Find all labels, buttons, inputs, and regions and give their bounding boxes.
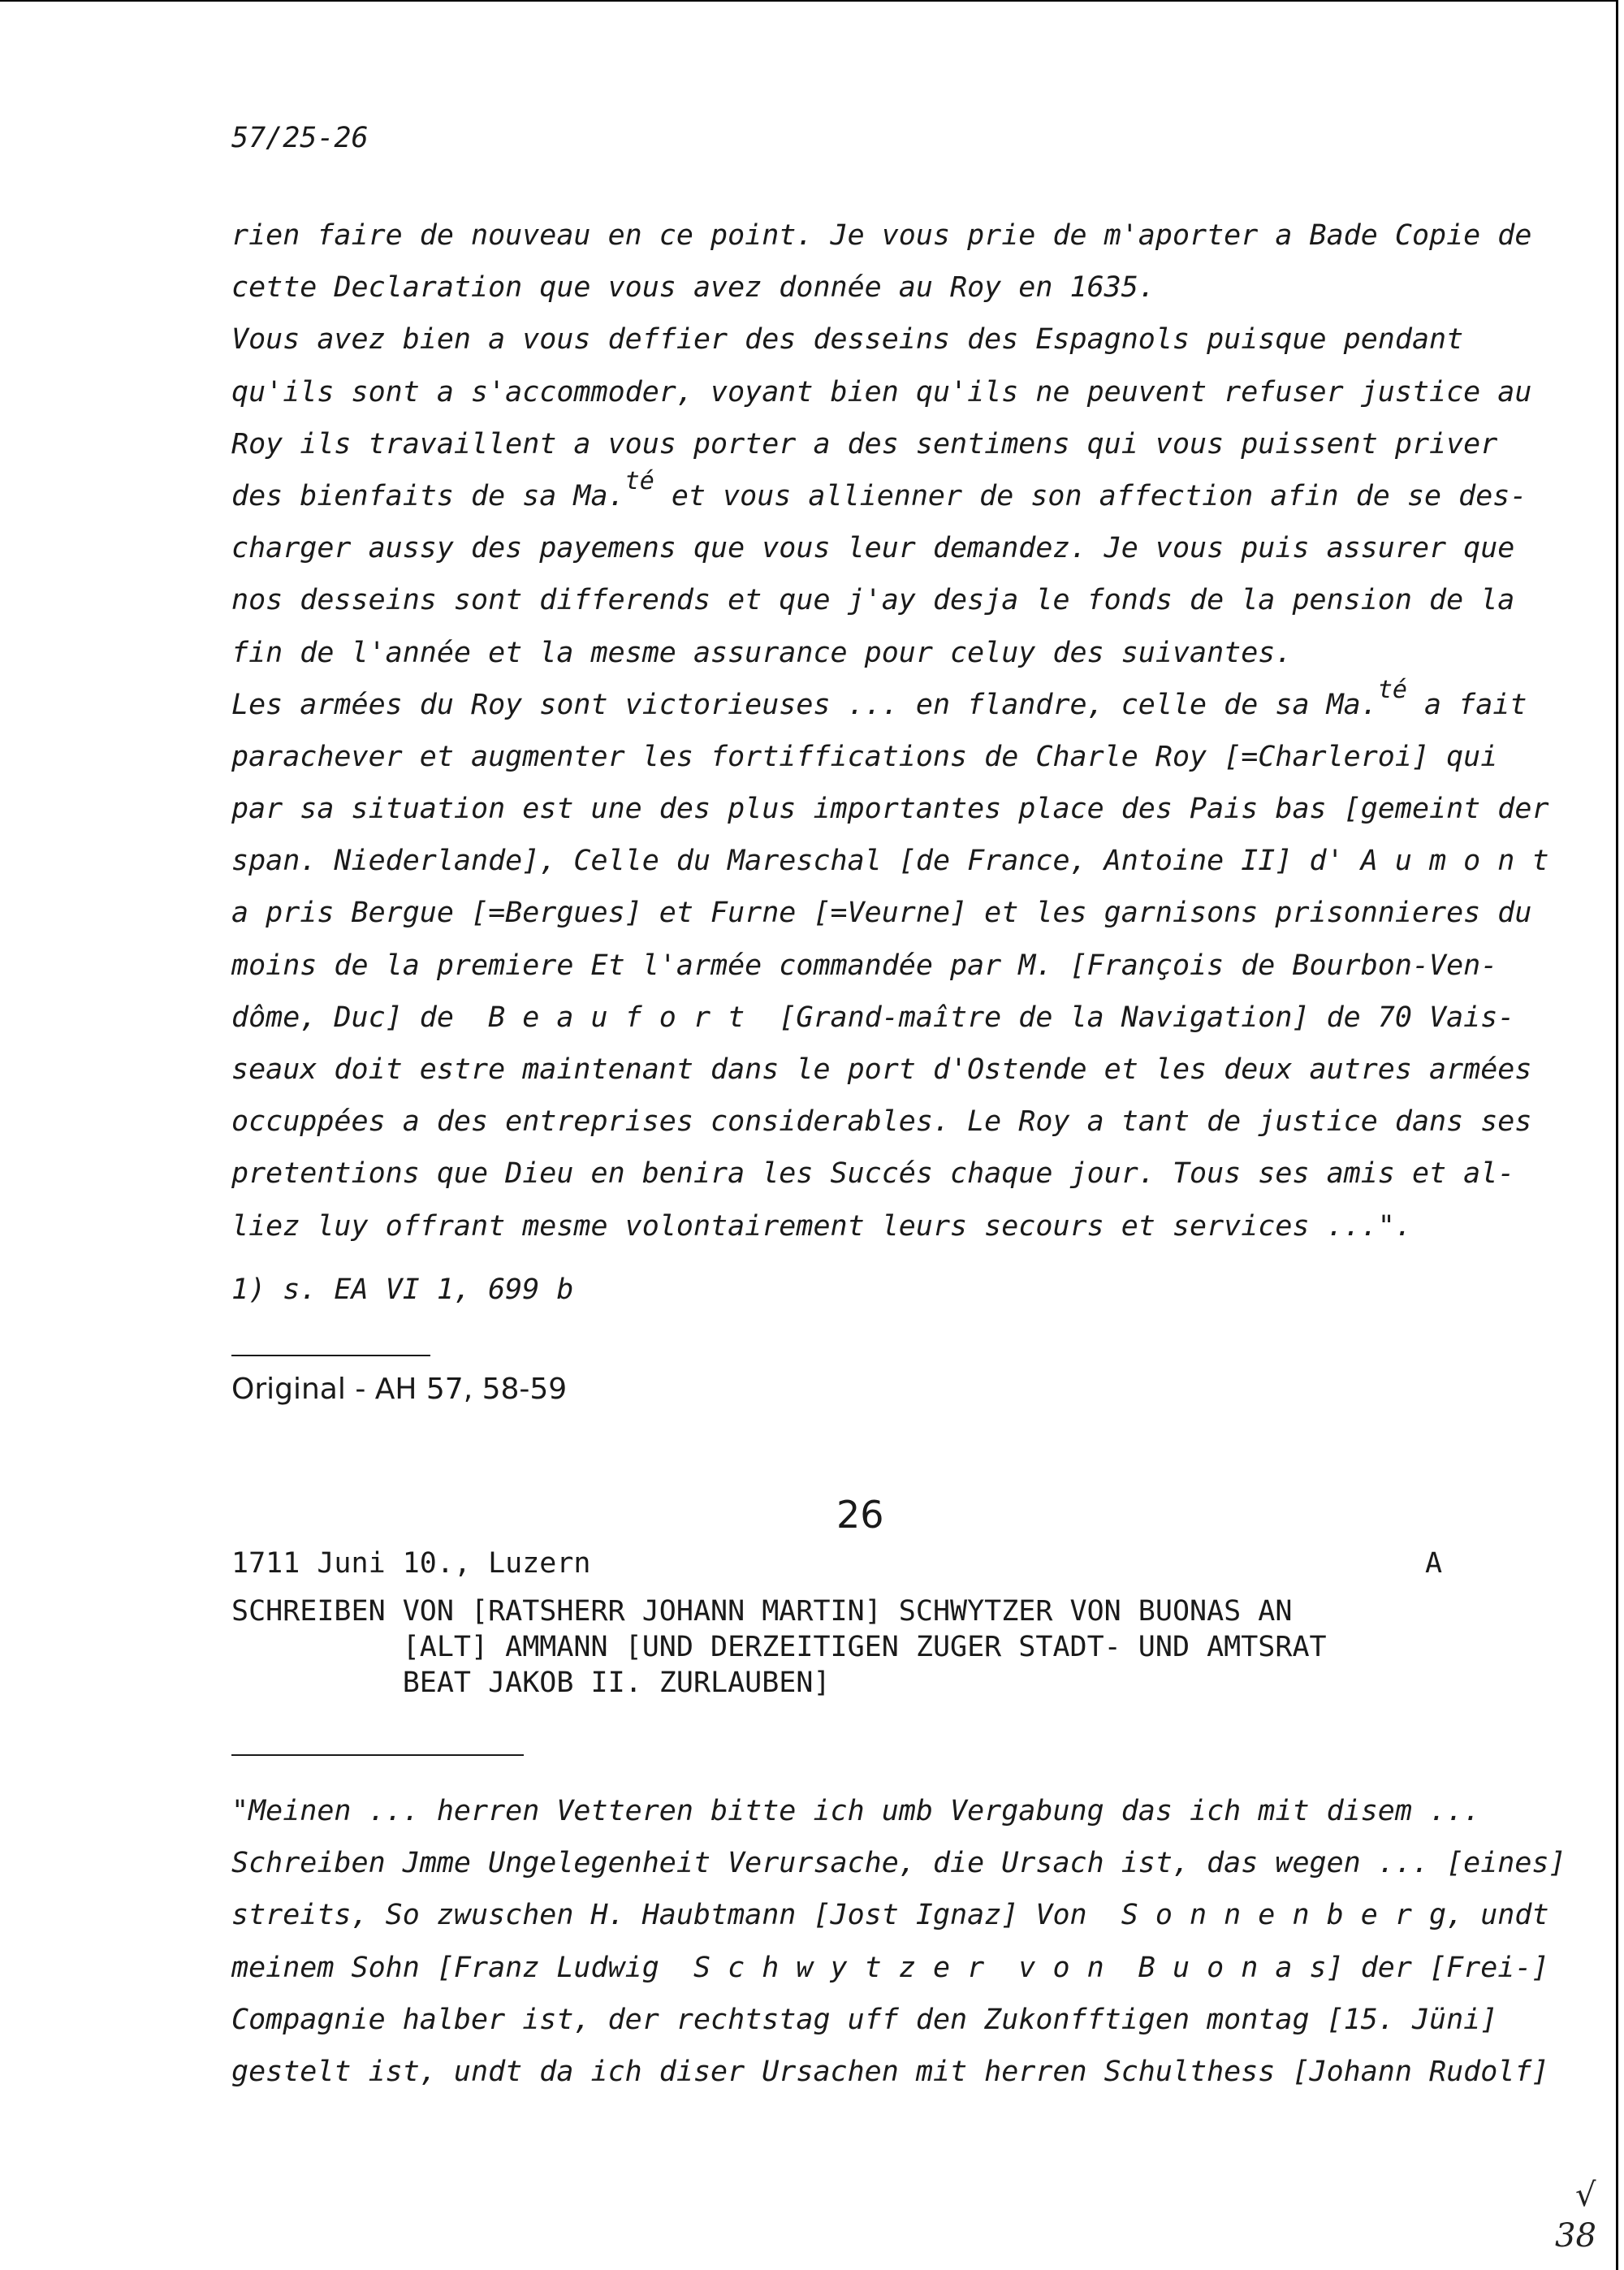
section-divider: [231, 1355, 430, 1356]
document-date-place: 1711 Juni 10., Luzern: [231, 1547, 591, 1580]
letter-start: [231, 1785, 1566, 2098]
footnote: 1) s. EA VI 1, 699 b: [231, 1273, 574, 1306]
text-line: Roy ils travaillent a vous porter a des sentimens qui vous puissent priver: [231, 427, 1498, 460]
text-segment: et vous allienner de son affection afin de se des-: [654, 479, 1527, 512]
text-segment: des bienfaits de sa Ma.: [231, 479, 625, 512]
text-line: gestelt ist, undt da ich diser Ursachen mit herren Schulthess [Johann Rudolf]: [231, 2055, 1549, 2088]
document-class: A: [1425, 1547, 1443, 1580]
document-heading: [231, 1593, 1514, 1701]
text-line: fin de l'année et la mesme assurance pour celuy des suivantes.: [231, 636, 1293, 669]
text-line: a pris Bergue [=Bergues] et Furne [=Veurne] et les garnisons prisonnieres du: [231, 897, 1532, 930]
text-line-with-superscript: [231, 675, 1527, 731]
folio-number: 38: [1555, 2217, 1596, 2255]
heading-line: SCHREIBEN VON [RATSHERR JOHANN MARTIN] SCHWYTZER VON BUONAS AN: [231, 1595, 1293, 1628]
check-mark: √: [1575, 2177, 1596, 2214]
text-line: occuppées a des entreprises considerables. Le Roy a tant de justice dans ses: [231, 1105, 1532, 1139]
text-line: pretentions que Dieu en benira les Succés chaque jour. Tous ses amis et al-: [231, 1157, 1515, 1191]
text-line: seaux doit estre maintenant dans le port d'Ostende et les deux autres armées: [231, 1053, 1532, 1086]
text-line: rien faire de nouveau en ce point. Je vous prie de m'aporter a Bade Copie de: [231, 219, 1532, 252]
text-line: par sa situation est une des plus importantes place des Pais bas [gemeint der: [231, 793, 1549, 826]
heading-line: [ALT] AMMANN [UND DERZEITIGEN ZUGER STADT- UND AMTSRAT: [231, 1631, 1327, 1663]
text-line: nos desseins sont differends et que j'ay desja le fonds de la pension de la: [231, 584, 1515, 617]
section-divider: [231, 1754, 524, 1756]
text-line: qu'ils sont a s'accommoder, voyant bien qu'ils ne peuvent refuser justice au: [231, 375, 1532, 409]
page-reference: 57/25-26: [231, 122, 369, 154]
text-line: liez luy offrant mesme volontairement leurs secours et services ...".: [231, 1209, 1412, 1243]
text-line: meinem Sohn [Franz Ludwig S c h w y t z e r v o n B u o n a s] der [Frei-]: [231, 1951, 1549, 1984]
text-line: span. Niederlande], Celle du Mareschal [de France, Antoine II] d' A u m o n t: [231, 845, 1549, 878]
original-reference: Original - AH 57, 58-59: [231, 1373, 568, 1406]
text-segment: Les armées du Roy sont victorieuses ... en flandre, celle de sa Ma.: [231, 688, 1378, 721]
text-segment: a fait: [1406, 688, 1527, 721]
text-line: streits, So zwuschen H. Haubtmann [Jost Ignaz] Von S o n n e n b e r g, undt: [231, 1899, 1549, 1932]
text-line: Compagnie halber ist, der rechtstag uff den Zukonfftigen montag [15. Jüni]: [231, 2003, 1498, 2036]
superscript: té: [1377, 675, 1407, 704]
superscript: té: [624, 466, 654, 495]
letter-continuation: [231, 210, 1549, 1252]
text-line: "Meinen ... herren Vetteren bitte ich umb Vergabung das ich mit disem ...: [231, 1795, 1481, 1827]
text-line: cette Declaration que vous avez donnée au Roy en 1635.: [231, 271, 1155, 305]
text-line: parachever et augmenter les fortiffications de Charle Roy [=Charleroi] qui: [231, 740, 1498, 773]
document-number: 26: [836, 1493, 884, 1537]
text-line: moins de la premiere Et l'armée commandée par M. [François de Bourbon-Ven-: [231, 949, 1498, 982]
heading-line: BEAT JAKOB II. ZURLAUBEN]: [231, 1667, 831, 1699]
text-line: Schreiben Jmme Ungelegenheit Verursache, die Ursach ist, das wegen ... [eines]: [231, 1847, 1566, 1880]
text-line-with-superscript: [231, 466, 1527, 522]
text-line: Vous avez bien a vous deffier des desseins des Espagnols puisque pendant: [231, 323, 1464, 357]
text-line: dôme, Duc] de B e a u f o r t [Grand-maître de la Navigation] de 70 Vais-: [231, 1001, 1515, 1034]
text-line: charger aussy des payemens que vous leur demandez. Je vous puis assurer que: [231, 532, 1515, 565]
